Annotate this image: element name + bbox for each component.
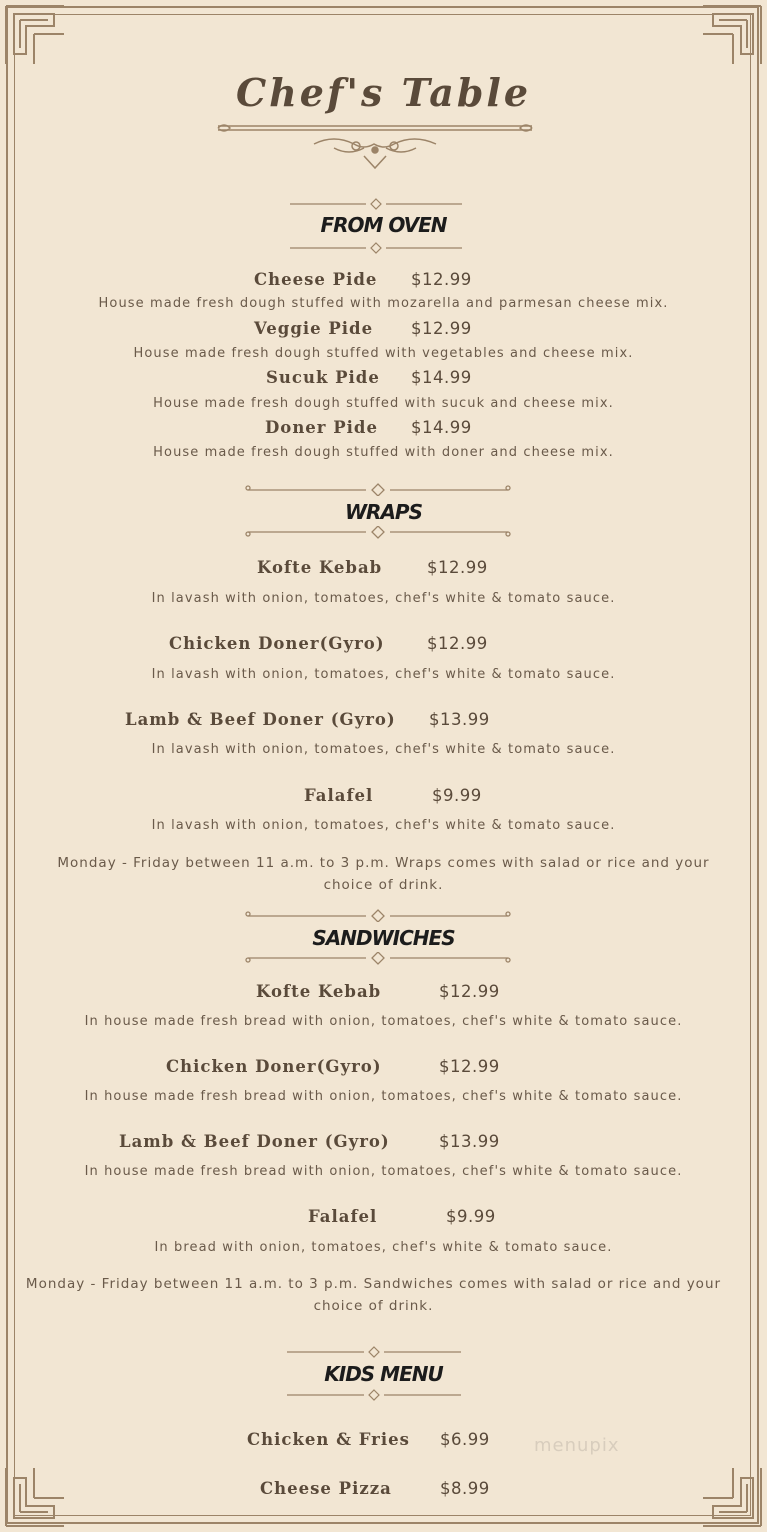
section-divider-icon [244, 480, 512, 496]
section-heading-wraps: WRAPS [344, 500, 422, 524]
section-divider-icon [288, 196, 464, 210]
menu-item-description: In lavash with onion, tomatoes, chef's white & tomato sauce. [151, 818, 616, 833]
section-divider-icon [285, 1389, 463, 1403]
title-flourish-icon [214, 120, 536, 176]
menu-item-description: House made fresh dough stuffed with mozarella and parmesan cheese mix. [98, 296, 669, 311]
section-divider-icon [288, 242, 464, 256]
menu-item-name: Chicken Doner(Gyro) [169, 634, 385, 653]
corner-ornament-icon [701, 1466, 763, 1528]
menu-item-name: Kofte Kebab [257, 558, 383, 577]
menu-item-price: $9.99 [432, 786, 482, 805]
menu-item-price: $12.99 [427, 634, 488, 653]
menu-item-name: Falafel [308, 1207, 378, 1226]
section-heading-sandwiches: SANDWICHES [312, 926, 455, 950]
menu-item-price: $12.99 [439, 1057, 500, 1076]
section-divider-icon [244, 526, 512, 542]
menu-item-description: In house made fresh bread with onion, tomatoes, chef's white & tomato sauce. [84, 1089, 683, 1104]
menu-item-description: In bread with onion, tomatoes, chef's white & tomato sauce. [154, 1240, 613, 1255]
section-heading-kids-menu: KIDS MENU [324, 1362, 443, 1386]
corner-ornament-icon [4, 4, 66, 66]
corner-ornament-icon [4, 1466, 66, 1528]
section-divider-icon [244, 952, 512, 968]
menu-item-description: In house made fresh bread with onion, tomatoes, chef's white & tomato sauce. [84, 1164, 683, 1179]
menu-item-name: Chicken & Fries [247, 1430, 410, 1449]
menu-item-description: House made fresh dough stuffed with vegetables and cheese mix. [133, 346, 634, 361]
section-divider-icon [285, 1344, 463, 1358]
menu-item-description: House made fresh dough stuffed with doner and cheese mix. [153, 445, 614, 460]
menu-item-price: $12.99 [411, 270, 472, 289]
menu-item-price: $13.99 [439, 1132, 500, 1151]
menu-item-name: Kofte Kebab [256, 982, 382, 1001]
menu-item-price: $12.99 [427, 558, 488, 577]
menu-item-price: $8.99 [440, 1479, 490, 1498]
menu-item-name: Doner Pide [265, 418, 378, 437]
menu-item-description: In lavash with onion, tomatoes, chef's white & tomato sauce. [151, 667, 616, 682]
menu-item-price: $12.99 [439, 982, 500, 1001]
wraps-note: Monday - Friday between 11 a.m. to 3 p.m. Wraps comes with salad or rice and your choice of drink. [57, 855, 710, 893]
menu-title: Chef's Table [235, 70, 532, 115]
menu-item-name: Veggie Pide [254, 319, 374, 338]
menu-item-price: $14.99 [411, 368, 472, 387]
menu-item-price: $9.99 [446, 1207, 496, 1226]
sandwiches-note: Monday - Friday between 11 a.m. to 3 p.m. Sandwiches comes with salad or rice and your choice of drink. [25, 1276, 722, 1314]
menu-item-name: Lamb & Beef Doner (Gyro) [125, 710, 396, 729]
menu-item-name: Cheese Pide [254, 270, 378, 289]
menu-item-name: Falafel [304, 786, 374, 805]
menu-item-description: In lavash with onion, tomatoes, chef's white & tomato sauce. [151, 591, 616, 606]
menu-item-name: Sucuk Pide [266, 368, 380, 387]
watermark: menupix [534, 1435, 620, 1456]
section-heading-from-oven: FROM OVEN [320, 213, 447, 237]
menu-item-description: House made fresh dough stuffed with sucuk and cheese mix. [153, 396, 614, 411]
menu-item-description: In lavash with onion, tomatoes, chef's white & tomato sauce. [151, 742, 616, 757]
menu-item-name: Lamb & Beef Doner (Gyro) [119, 1132, 390, 1151]
menu-item-name: Chicken Doner(Gyro) [166, 1057, 382, 1076]
corner-ornament-icon [701, 4, 763, 66]
section-divider-icon [244, 906, 512, 922]
menu-item-price: $14.99 [411, 418, 472, 437]
menu-item-price: $12.99 [411, 319, 472, 338]
menu-item-description: In house made fresh bread with onion, tomatoes, chef's white & tomato sauce. [84, 1014, 683, 1029]
menu-item-price: $6.99 [440, 1430, 490, 1449]
menu-item-price: $13.99 [429, 710, 490, 729]
menu-item-name: Cheese Pizza [260, 1479, 392, 1498]
